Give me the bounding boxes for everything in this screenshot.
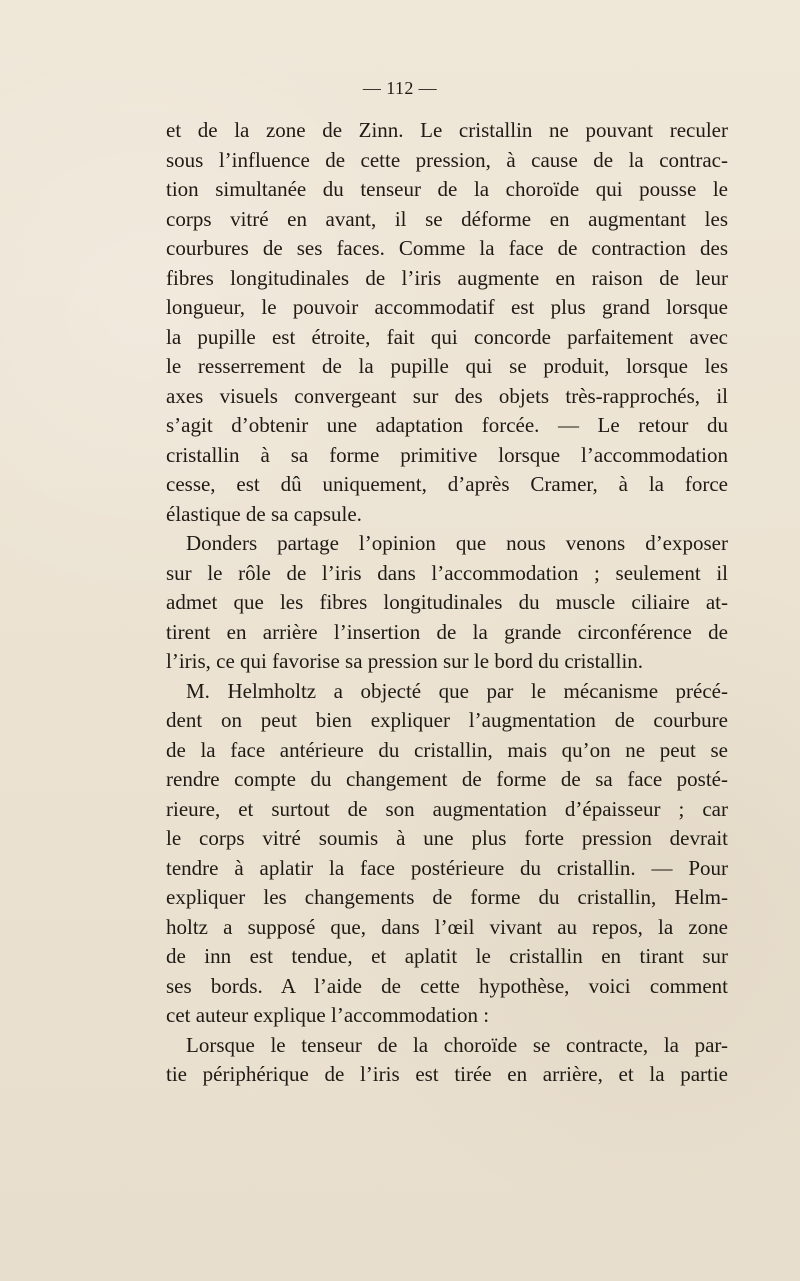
text-line: admet que les fibres longitudinales du muscle ciliaire at- bbox=[166, 590, 728, 614]
paragraph-end-line: l’iris, ce qui favorise sa pression sur le bord du cristallin. bbox=[166, 649, 644, 673]
text-line: ses bords. A l’aide de cette hypothèse, voici comment bbox=[166, 973, 728, 998]
text-line: de inn est tendue, et aplatit le cristallin en tirant sur bbox=[166, 944, 728, 968]
text-line: corps vitré en avant, il se déforme en augmentant les bbox=[166, 206, 728, 231]
paragraph-start-line: M. Helmholtz a objecté que par le mécanisme précé- bbox=[186, 678, 728, 703]
paragraph-start-line: Lorsque le tenseur de la choroïde se contracte, la par- bbox=[186, 1032, 728, 1057]
main-text-block bbox=[166, 116, 728, 1090]
text-line: s’agit d’obtenir une adaptation forcée. — Le retour du bbox=[166, 413, 728, 437]
text-line: de la face antérieure du cristallin, mais qu’on ne peut se bbox=[166, 737, 728, 762]
text-line: sous l’influence de cette pression, à cause de la contrac- bbox=[166, 147, 728, 172]
text-line: cesse, est dû uniquement, d’après Cramer, à la force bbox=[166, 472, 728, 496]
text-line: sur le rôle de l’iris dans l’accommodation ; seulement il bbox=[166, 560, 728, 585]
text-line: et de la zone de Zinn. Le cristallin ne pouvant reculer bbox=[166, 118, 728, 142]
text-line: le resserrement de la pupille qui se produit, lorsque les bbox=[166, 354, 728, 378]
text-line: la pupille est étroite, fait qui concorde parfaitement avec bbox=[166, 324, 728, 349]
text-line: tendre à aplatir la face postérieure du cristallin. — Pour bbox=[166, 855, 728, 880]
text-line: holtz a supposé que, dans l’œil vivant au repos, la zone bbox=[166, 914, 728, 939]
text-line: dent on peut bien expliquer l’augmentation de courbure bbox=[166, 708, 728, 732]
text-line: longueur, le pouvoir accommodatif est plus grand lorsque bbox=[166, 295, 728, 319]
text-line: expliquer les changements de forme du cristallin, Helm- bbox=[166, 885, 728, 909]
text-line: axes visuels convergeant sur des objets très-rapprochés, il bbox=[166, 383, 728, 408]
page-number: — 112 — bbox=[362, 78, 438, 98]
text-line: le corps vitré soumis à une plus forte pression devrait bbox=[166, 826, 728, 850]
text-line: cristallin à sa forme primitive lorsque l’accommodation bbox=[166, 442, 728, 467]
text-line: fibres longitudinales de l’iris augmente en raison de leur bbox=[166, 265, 728, 290]
paragraph-start-line: Donders partage l’opinion que nous venons d’exposer bbox=[186, 531, 728, 555]
text-line: rieure, et surtout de son augmentation d’épaisseur ; car bbox=[166, 796, 728, 821]
paragraph-end-line: cet auteur explique l’accommodation : bbox=[166, 1003, 490, 1027]
text-line: rendre compte du changement de forme de sa face posté- bbox=[166, 767, 728, 791]
text-line: tie périphérique de l’iris est tirée en arrière, et la partie bbox=[166, 1062, 728, 1086]
text-line: tion simultanée du tenseur de la choroïde qui pousse le bbox=[166, 177, 728, 201]
text-line: tirent en arrière l’insertion de la grande circonférence de bbox=[166, 619, 728, 644]
text-line: courbures de ses faces. Comme la face de contraction des bbox=[166, 236, 728, 260]
paragraph-end-line: élastique de sa capsule. bbox=[166, 501, 362, 526]
